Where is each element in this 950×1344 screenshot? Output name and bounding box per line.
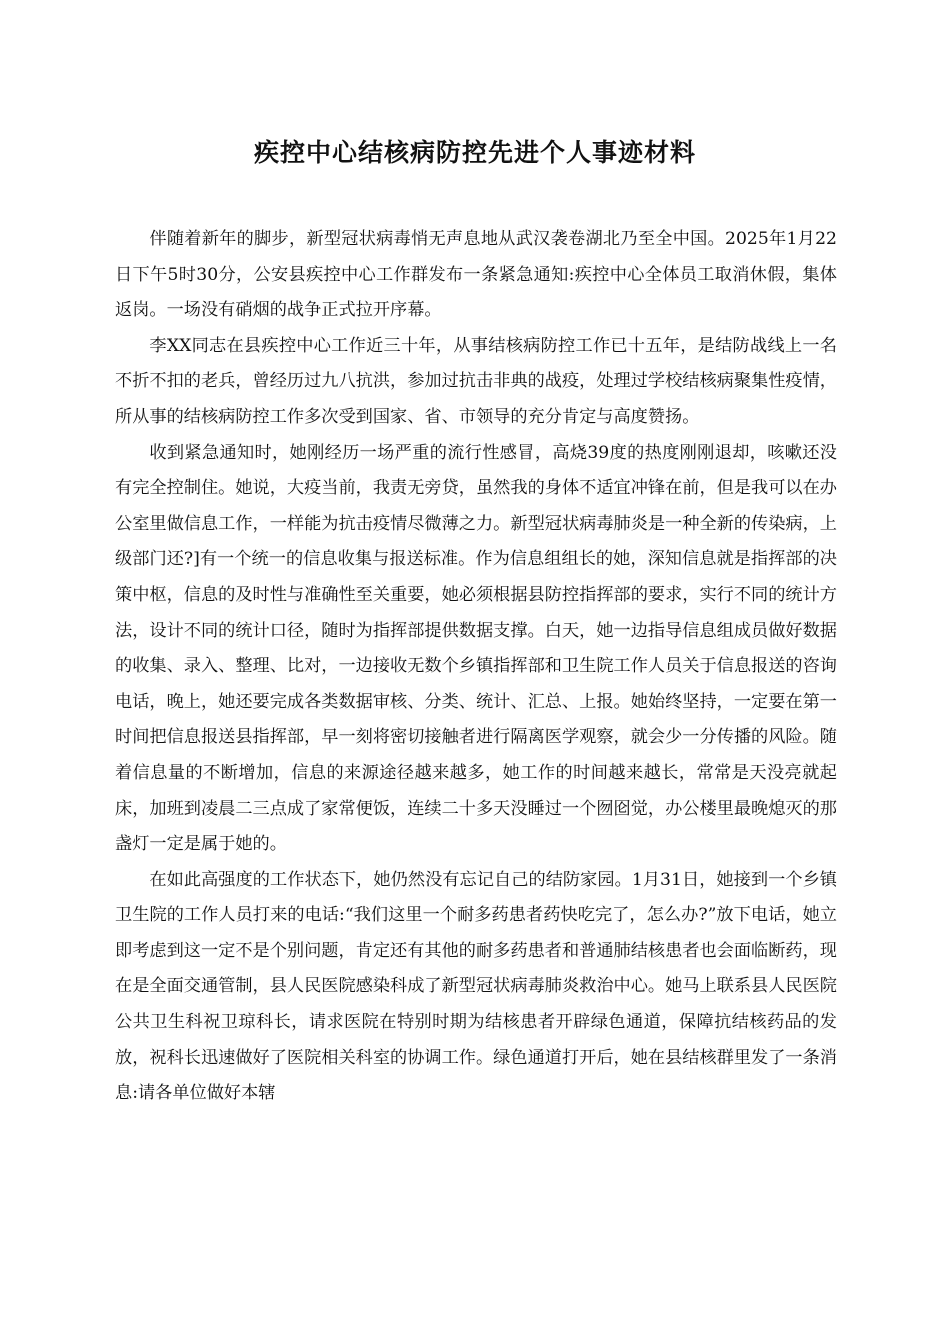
paragraph-4: 在如此高强度的工作状态下，她仍然没有忘记自己的结防家园。1月31日，她接到一个乡镇卫生院的工作人员打来的电话:“我们这里一个耐多药患者药快吃完了，怎么办?”放下电话，她立即考虑到这一定不是个别问题，肯定还有其他的耐多药患者和普通肺结核患者也会面临断药，现在是全面交通管制，县人民医院感染科成了新型冠状病毒肺炎救治中心。她马上联系县人民医院公共卫生科祝卫琼科长，请求医院在特别时期为结核患者开辟绿色通道，保障抗结核药品的发放，祝科长迅速做好了医院相关科室的协调工作。绿色通道打开后，她在县结核群里发了一条消息:请各单位做好本辖 bbox=[115, 869, 837, 1104]
paragraph-1: 伴随着新年的脚步，新型冠状病毒悄无声息地从武汉袭卷湖北乃至全中国。2025年1月22日下午5时30分，公安县疾控中心工作群发布一条紧急通知:疾控中心全体员工取消休假，集体返岗。一场没有硝烟的战争正式拉开序幕。 bbox=[115, 229, 837, 321]
document-title: 疾控中心结核病防控先进个人事迹材料 bbox=[253, 138, 696, 167]
document-body bbox=[115, 222, 837, 1112]
paragraph-2: 李XX同志在县疾控中心工作近三十年，从事结核病防控工作已十五年，是结防战线上一名不折不扣的老兵，曾经历过九八抗洪，参加过抗击非典的战疫，处理过学校结核病聚集性疫情，所从事的结核病防控工作多次受到国家、省、市领导的充分肯定与高度赞扬。 bbox=[115, 335, 837, 427]
paragraph-3: 收到紧急通知时，她刚经历一场严重的流行性感冒，高烧39度的热度刚刚退却，咳嗽还没有完全控制住。她说，大疫当前，我责无旁贷，虽然我的身体不适宜冲锋在前，但是我可以在办公室里做信息工作，一样能为抗击疫情尽微薄之力。新型冠状病毒肺炎是一种全新的传染病，上级部门还?]有一个统一的信息收集与报送标准。作为信息组组长的她，深知信息就是指挥部的决策中枢，信息的及时性与准确性至关重要，她必须根据县防控指挥部的要求，实行不同的统计方法，设计不同的统计口径，随时为指挥部提供数据支撑。白天，她一边指导信息组成员做好数据的收集、录入、整理、比对，一边接收无数个乡镇指挥部和卫生院工作人员关于信息报送的咨询电话，晚上，她还要完成各类数据审核、分类、统计、汇总、上报。她始终坚持，一定要在第一时间把信息报送县指挥部，早一刻将密切接触者进行隔离医学观察，就会少一分传播的风险。随着信息量的不断增加，信息的来源途径越来越多，她工作的时间越来越长，常常是天没亮就起床，加班到凌晨二三点成了家常便饭，连续二十多天没睡过一个囫囵觉，办公楼里最晚熄灭的那盏灯一定是属于她的。 bbox=[115, 442, 837, 855]
